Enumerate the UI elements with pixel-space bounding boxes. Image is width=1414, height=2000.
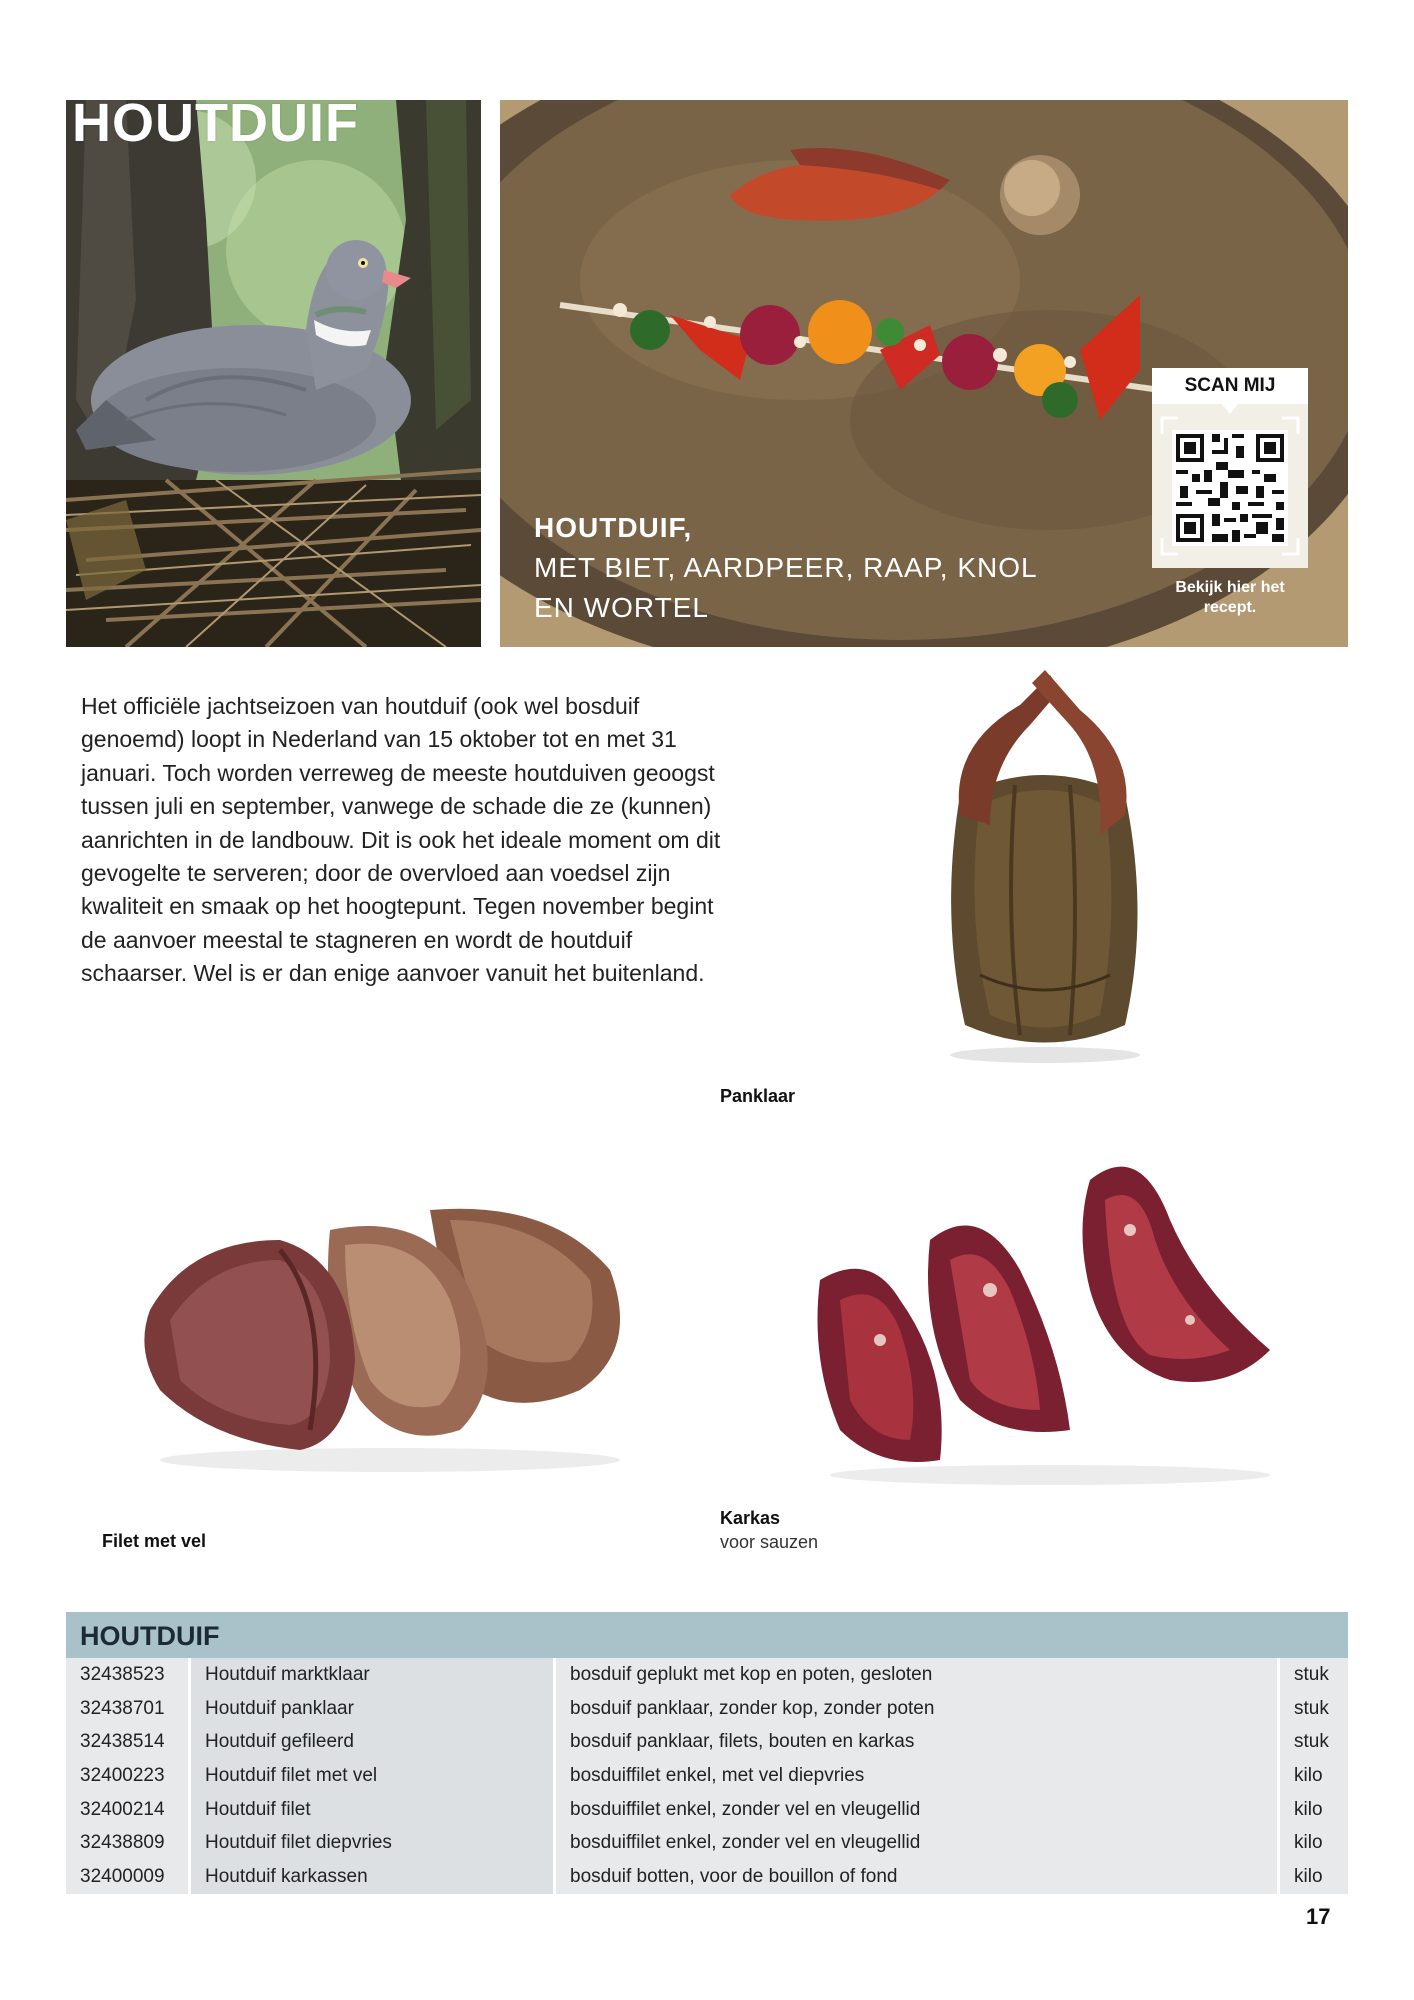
article-code: 32438523 [66,1658,190,1692]
article-code: 32400009 [66,1860,190,1894]
product-list [66,1658,1348,1894]
article-code: 32438809 [66,1826,190,1860]
product-name: Houtduif filet [190,1793,555,1827]
qr-hint [1152,578,1308,618]
product-description: bosduiffilet enkel, zonder vel en vleugellid [555,1793,1279,1827]
product-table [66,1612,1348,1894]
table-row [66,1692,1348,1726]
product-name: Houtduif panklaar [190,1692,555,1726]
scan-label: SCAN MIJ [1152,368,1308,404]
product-unit: stuk [1279,1725,1349,1759]
table-row [66,1658,1348,1692]
recipe-line-1: MET BIET, AARDPEER, RAAP, KNOL [534,552,1038,583]
karkas-sublabel: voor sauzen [720,1532,819,1552]
qr-hint-line-2: recept. [1203,599,1257,616]
article-code: 32400223 [66,1759,190,1793]
product-description: bosduiffilet enkel, zonder vel en vleugellid [555,1826,1279,1860]
article-code: 32438701 [66,1692,190,1726]
recipe-title: HOUTDUIF, [534,512,693,543]
page-number: 17 [1306,1904,1331,1929]
article-code: 32438514 [66,1725,190,1759]
karkas-product-image [810,1140,1290,1490]
wood-pigeon-illustration [66,100,481,647]
qr-card[interactable] [1152,368,1308,568]
product-name: Houtduif gefileerd [190,1725,555,1759]
article-code: 32400214 [66,1793,190,1827]
table-row [66,1826,1348,1860]
product-unit: stuk [1279,1658,1349,1692]
product-name: Houtduif karkassen [190,1860,555,1894]
product-unit: stuk [1279,1692,1349,1726]
filet-label: Filet met vel [102,1531,207,1551]
wood-pigeon-photo [66,100,481,647]
product-unit: kilo [1279,1759,1349,1793]
intro-paragraph: Het officiële jachtseizoen van houtduif (ook wel bosduif genoemd) loopt in Nederland van 15 oktober tot en met 31 januari. Toch worden verreweg de meeste houtduiven geoogst tussen juli en september, vanwege de schade die ze (kunnen) aanrichten in de landbouw. Dit is ook het ideale moment om dit gevogelte te serveren; door de overvloed aan voedsel zijn kwaliteit en smaak op het hoogtepunt. Tegen november begint de aanvoer meestal te stagneren en wordt de houtduif schaarser. Wel is er dan enige aanvoer vanuit het buitenland. [81,693,721,987]
recipe-line-2: EN WORTEL [534,592,709,623]
product-unit: kilo [1279,1826,1349,1860]
product-unit: kilo [1279,1860,1349,1894]
product-name: Houtduif filet diepvries [190,1826,555,1860]
karkas-label: Karkas [720,1508,781,1528]
table-row [66,1759,1348,1793]
product-name: Houtduif marktklaar [190,1658,555,1692]
product-description: bosduif panklaar, zonder kop, zonder poten [555,1692,1279,1726]
filet-product-image [130,1180,670,1480]
product-name: Houtduif filet met vel [190,1759,555,1793]
table-title: HOUTDUIF [66,1612,1348,1658]
product-description: bosduiffilet enkel, met vel diepvries [555,1759,1279,1793]
table-row [66,1793,1348,1827]
product-description: bosduif panklaar, filets, bouten en karkas [555,1725,1279,1759]
page-title: HOUTDUIF [72,93,359,153]
qr-code-icon [1172,430,1288,546]
table-row [66,1725,1348,1759]
product-description: bosduif botten, voor de bouillon of fond [555,1860,1279,1894]
product-unit: kilo [1279,1793,1349,1827]
panklaar-label: Panklaar [720,1086,796,1106]
qr-hint-line-1: Bekijk hier het [1175,579,1285,596]
product-description: bosduif geplukt met kop en poten, gesloten [555,1658,1279,1692]
table-row [66,1860,1348,1894]
recipe-caption [534,508,1038,628]
panklaar-product-image [920,665,1160,1065]
